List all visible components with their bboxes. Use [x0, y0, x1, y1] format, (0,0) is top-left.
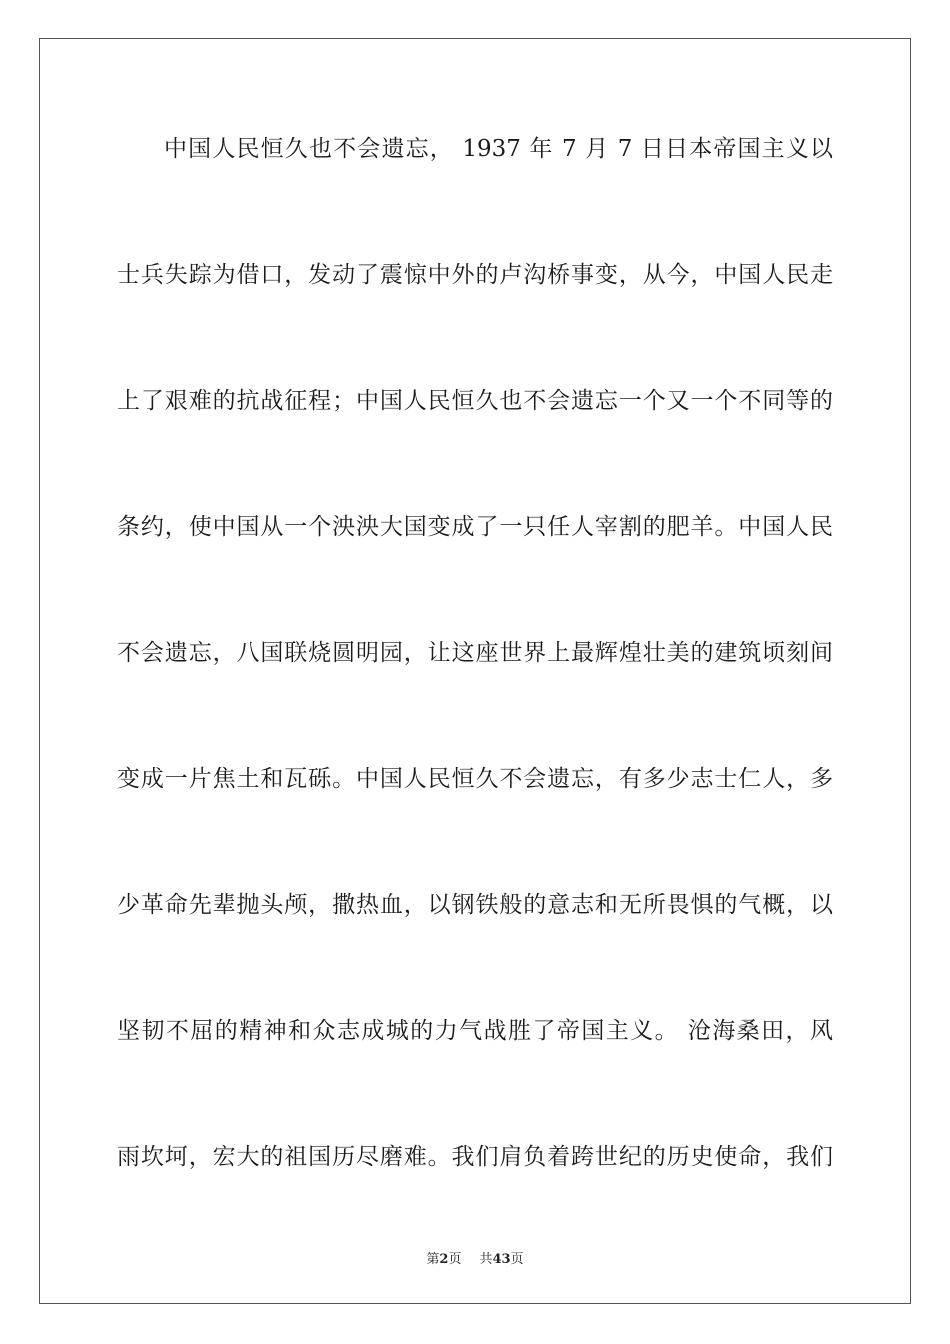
- body-paragraph: [117, 118, 833, 1252]
- total-page-count: 43: [492, 1252, 511, 1267]
- text-line-4: 条约，使中国从一个泱泱大国变成了一只任人宰割的肥羊。中国人民: [117, 514, 833, 540]
- text-line-7: 少革命先辈抛头颅，撒热血，以钢铁般的意志和无所畏惧的气概，以: [117, 892, 833, 918]
- text-line-9: 雨坎坷，宏大的祖国历尽磨难。我们肩负着跨世纪的历史使命，我们: [117, 1144, 833, 1170]
- text-line-2: 士兵失踪为借口，发动了震惊中外的卢沟桥事变，从今，中国人民走: [117, 262, 833, 288]
- text-line-5: 不会遗忘，八国联烧圆明园，让这座世界上最辉煌壮美的建筑顷刻间: [117, 640, 833, 666]
- page-label-prefix: 第: [426, 1252, 440, 1267]
- text-line-3: 上了艰难的抗战征程；中国人民恒久也不会遗忘一个又一个不同等的: [117, 388, 833, 414]
- page-label-suffix: 页: [448, 1252, 462, 1267]
- total-label-suffix: 页: [510, 1252, 524, 1267]
- page-footer: [0, 1248, 950, 1267]
- text-line-8: 坚韧不屈的精神和众志成城的力气战胜了帝国主义。 沧海桑田，风: [117, 1018, 833, 1044]
- current-page-number: 2: [439, 1252, 449, 1267]
- total-label-prefix: 共: [479, 1252, 493, 1267]
- text-line-6: 变成一片焦土和瓦砾。中国人民恒久不会遗忘，有多少志士仁人，多: [117, 766, 833, 792]
- text-line-1: 中国人民恒久也不会遗忘， 1937 年 7 月 7 日日本帝国主义以: [164, 136, 833, 162]
